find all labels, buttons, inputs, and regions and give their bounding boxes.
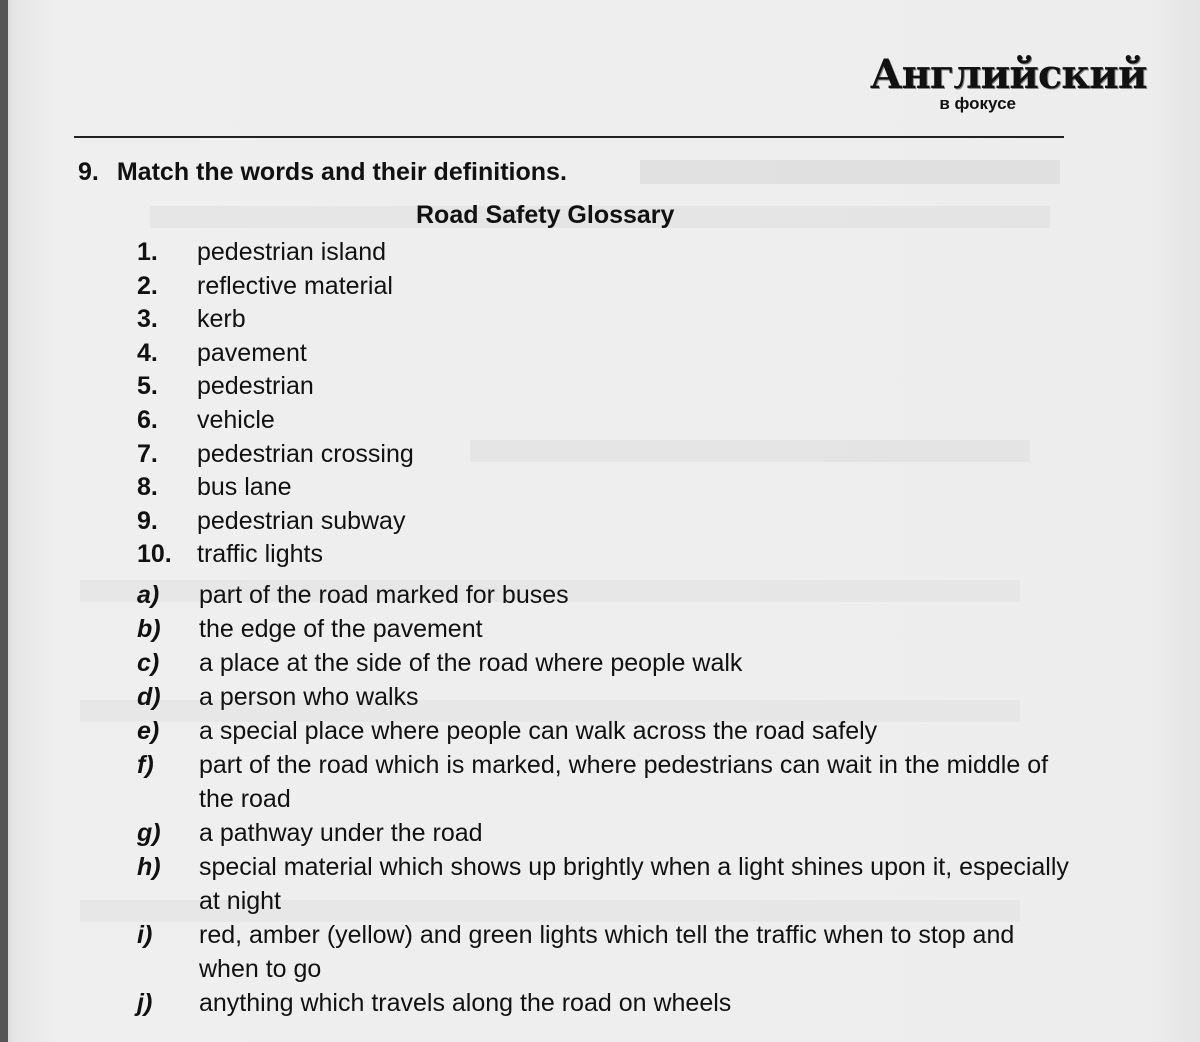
word-text: pavement [197,338,307,367]
definition-letter: e) [137,717,160,745]
definition-item [137,816,1077,850]
definition-item [137,986,1077,1020]
definition-text: a special place where people can walk across the road safely [199,717,878,745]
word-number: 5. [137,372,158,401]
word-text: bus lane [197,473,292,502]
header-divider [74,136,1064,138]
word-item [137,505,414,539]
definition-item [137,646,1077,680]
definition-text: special material which shows up brightly when a light shines upon it, especially at night [199,853,1069,915]
definition-text: a pathway under the road [199,819,483,847]
word-item [137,471,414,505]
definition-item [137,680,1077,714]
word-text: reflective material [197,271,393,300]
word-item [137,438,414,472]
reverse-side-bleed [640,160,1060,184]
logo-subtitle: в фокусе [939,94,1016,113]
publisher-logo [870,51,1147,113]
definition-text: a place at the side of the road where people walk [199,649,743,677]
word-item [137,236,414,270]
page-spine-shadow [0,0,8,1042]
definition-item [137,918,1077,986]
word-number: 3. [137,305,158,334]
exercise-heading [78,158,567,187]
definition-letter: f) [137,751,154,779]
word-text: pedestrian island [197,238,387,266]
word-number: 4. [137,338,158,367]
definition-letter: i) [137,921,153,949]
word-item [137,404,414,438]
definition-text: part of the road which is marked, where pedestrians can wait in the middle of the road [199,751,1049,813]
definition-letter: h) [137,853,161,881]
word-text: pedestrian crossing [197,439,414,468]
definition-text: a person who walks [199,683,419,711]
word-number: 2. [137,271,158,300]
definition-text: anything which travels along the road on wheels [199,989,732,1017]
definition-letter: d) [137,683,161,711]
definition-text: the edge of the pavement [199,615,483,643]
word-item [137,303,414,337]
exercise-number: 9. [78,158,99,186]
definition-text: part of the road marked for buses [199,581,569,609]
word-item [137,270,414,304]
word-text: traffic lights [197,540,323,569]
exercise-instruction: Match the words and their definitions. [116,158,567,186]
word-number: 1. [137,238,158,266]
definition-item [137,612,1077,646]
word-item [137,337,414,371]
reverse-side-bleed [470,440,1030,462]
definition-text: red, amber (yellow) and green lights which tell the traffic when to stop and when to go [199,921,1015,983]
logo-title: Английский [870,51,1147,98]
definition-letter: c) [137,649,160,677]
definition-item [137,714,1077,748]
word-number: 6. [137,405,158,434]
definition-letter: g) [137,819,161,847]
word-text: vehicle [197,405,275,434]
glossary-title: Road Safety Glossary [416,201,675,229]
word-number: 10. [137,540,172,569]
definition-list [137,578,1077,1020]
definition-letter: a) [137,581,160,609]
word-number: 9. [137,506,158,535]
word-text: kerb [197,305,246,334]
word-item [137,538,414,572]
definition-letter: j) [137,989,153,1017]
word-text: pedestrian [197,372,314,401]
word-item [137,370,414,404]
definition-item [137,578,1077,612]
definition-letter: b) [137,615,161,643]
definition-item [137,748,1077,816]
word-text: pedestrian subway [197,506,406,535]
word-number: 7. [137,439,158,468]
definition-item [137,850,1077,918]
word-list [137,236,414,572]
word-number: 8. [137,473,158,502]
